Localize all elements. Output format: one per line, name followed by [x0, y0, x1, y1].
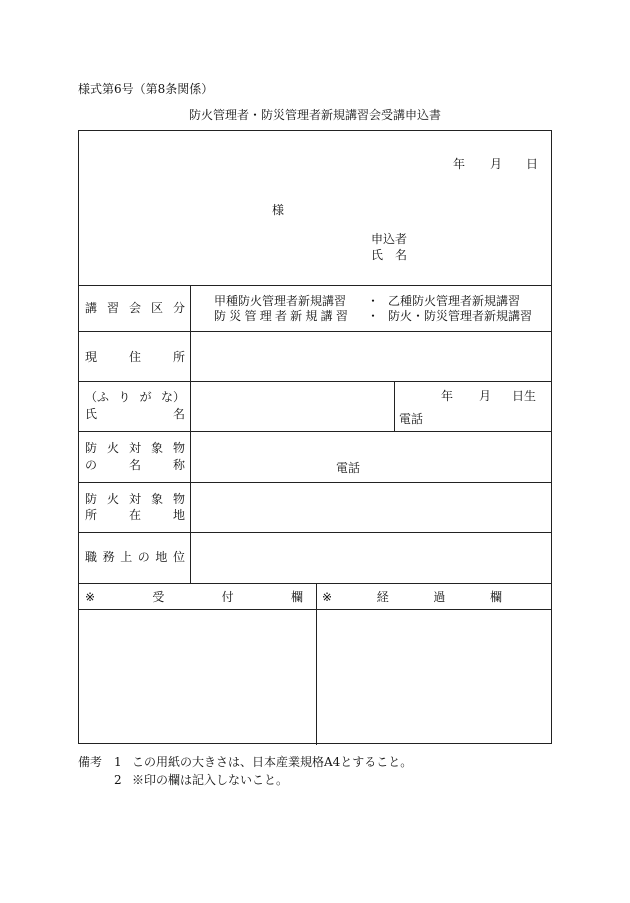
note-2-text: ※印の欄は記入しないこと。: [132, 773, 289, 787]
note-1-text: この用紙の大きさは、日本産業規格A4とすること。: [132, 755, 413, 769]
phone-label: 電話: [399, 412, 424, 426]
date-month: 月: [490, 157, 503, 171]
name-label: 氏 名: [85, 407, 185, 421]
course-option-3[interactable]: 防 災 管 理 者 新 規 講 習: [214, 309, 348, 323]
application-form: [78, 130, 552, 744]
addressee-suffix: 様: [272, 203, 285, 217]
name-field[interactable]: [191, 382, 393, 430]
office-column-divider: [316, 583, 317, 745]
divider: [79, 431, 551, 432]
course-label: 講 習 会 区 分: [85, 301, 185, 315]
birth-year: 年: [441, 389, 454, 403]
note-1-number: 1: [114, 755, 122, 769]
reception-header: ※ 受 付 欄: [85, 590, 303, 604]
course-option-2[interactable]: 乙種防火管理者新規講習: [388, 294, 521, 308]
position-label: 職 務 上 の 地 位: [85, 550, 185, 564]
notes-heading: 備考: [78, 755, 103, 769]
furigana-label: （ふ り が な）: [85, 390, 185, 404]
address-label: 現 住 所: [85, 350, 185, 364]
birth-day: 日生: [512, 389, 537, 403]
progress-header: ※ 経 過 欄: [322, 590, 502, 604]
facility-name-label-line2: の 名 称: [85, 458, 185, 472]
divider: [79, 609, 551, 610]
form-title: 防火管理者・防災管理者新規講習会受講申込書: [188, 108, 441, 122]
facility-name-label-line1: 防 火 対 象 物: [85, 441, 185, 455]
date-year: 年: [453, 157, 466, 171]
applicant-name-label: 氏 名: [371, 248, 408, 262]
course-separator: ・: [367, 309, 380, 323]
birth-column-divider: [394, 381, 395, 431]
divider: [79, 583, 551, 584]
note-2-number: 2: [114, 773, 122, 787]
facility-location-field[interactable]: [191, 483, 551, 531]
birth-month: 月: [479, 389, 492, 403]
facility-location-label-line2: 所 在 地: [85, 508, 185, 522]
address-field[interactable]: [191, 332, 551, 380]
course-option-4[interactable]: 防火・防災管理者新規講習: [388, 309, 533, 323]
divider: [79, 285, 551, 286]
position-field[interactable]: [191, 533, 551, 582]
facility-location-label-line1: 防 火 対 象 物: [85, 492, 185, 506]
form-number: 様式第6号（第8条関係）: [78, 82, 214, 96]
applicant-label: 申込者: [371, 232, 408, 246]
facility-phone-label: 電話: [336, 461, 361, 475]
course-separator: ・: [367, 294, 380, 308]
course-option-1[interactable]: 甲種防火管理者新規講習: [214, 294, 347, 308]
date-day: 日: [526, 157, 539, 171]
